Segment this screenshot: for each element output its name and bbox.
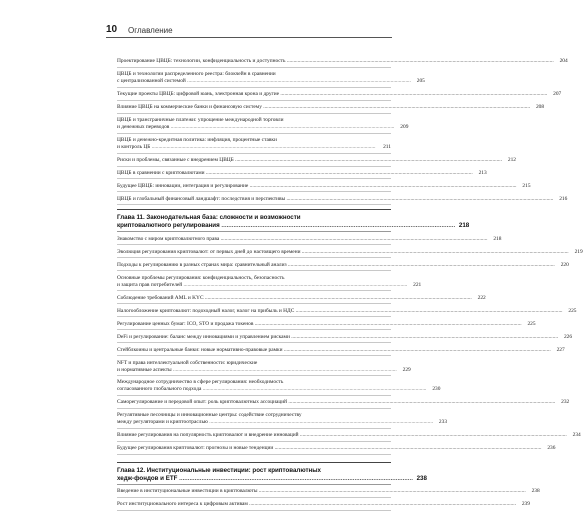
toc-entry-title: Рост институционального интереса к цифровым активам ..... — [117, 501, 516, 508]
toc-entry-page: 221 — [413, 281, 422, 288]
toc-entry-page: 232 — [561, 399, 570, 406]
toc-entry[interactable] — [117, 333, 573, 344]
toc-entry[interactable] — [117, 195, 568, 206]
toc-entry-page: 226 — [563, 333, 573, 340]
toc-entry-page: 230 — [432, 386, 441, 393]
toc-entry[interactable] — [117, 488, 540, 498]
toc-entry[interactable] — [117, 307, 577, 318]
toc-entry-page: 220 — [560, 261, 569, 268]
toc-entry-title: ЦВЦБ и трансграничные платежи: упрощение международной торговли и денежных переводов ...................................................................................................................................................................... — [117, 116, 395, 130]
toc-entry-page: 236 — [547, 445, 556, 452]
toc-entry-page: 212 — [507, 156, 516, 163]
toc-entry[interactable] — [117, 58, 568, 68]
toc-entry-title: ЦВЦБ в сравнении с криптовалютами ..... — [117, 170, 473, 177]
chapter-11-title-row[interactable] — [117, 214, 470, 232]
toc-entry-title: Текущие проекты ЦВЦБ: цифровой юань, электронная крона и другие ..... — [117, 91, 547, 98]
page-number: 10 — [106, 24, 118, 35]
chapter-12-title-row[interactable] — [117, 467, 427, 485]
toc-entry-page: 233 — [438, 419, 448, 426]
toc-entry-title: DeFi и регулирование: баланс между инновациями и управлением рисками ..... — [117, 334, 558, 341]
header-rule — [106, 37, 392, 38]
toc-entry-page: 229 — [402, 366, 411, 373]
toc-entry[interactable] — [117, 320, 536, 331]
toc-entry-page: 225 — [527, 320, 536, 327]
toc-entry-page: 205 — [416, 77, 425, 84]
toc-entry-page: 213 — [478, 169, 487, 176]
toc-entry-title: Стейблкоины и центральные банки: новые нормативно-правовые рамки ..... — [117, 347, 551, 354]
toc-entry-title: ЦВЦБ и технологии распределенного реестра: блокчейн в сравнении с централизованной системой ...................................................................................................................................................................... — [117, 70, 411, 84]
toc-entry[interactable] — [117, 294, 486, 305]
chapter-11-page: 218 — [458, 222, 470, 230]
toc-entry[interactable] — [117, 169, 487, 180]
toc-entry-page: 238 — [531, 488, 540, 495]
toc-entry[interactable] — [117, 501, 530, 511]
toc-entry[interactable] — [117, 235, 502, 246]
toc-entry-page: 211 — [383, 143, 391, 150]
toc-entry[interactable] — [117, 182, 531, 193]
toc-entry[interactable] — [117, 156, 516, 167]
toc-entry-title: Влияние регулирования на популярность криптовалют и внедрение инноваций ..... — [117, 432, 567, 439]
toc-entry-title: Основные проблемы регулирования: конфиденциальность, безопасность и защита прав потребителей ...................................................................................................................................................................... — [117, 274, 408, 288]
toc-entry-title: Регулирование ценных бумаг: ICO, STO и продажа токенов ..... — [117, 321, 522, 328]
toc-entry-page: 225 — [568, 307, 577, 314]
toc-entry[interactable] — [117, 346, 565, 357]
toc-entry-title: Будущее ЦВЦБ: инновации, интеграция и регулирование ..... — [117, 183, 517, 190]
toc-entry-title: Международное сотрудничество в сфере регулирования: необходимость согласованного глобального подхода ...................................................................................................................................................................... — [117, 379, 427, 393]
toc-entry-page: 216 — [559, 195, 568, 202]
toc-entry-title: Подходы к регулированию в разных странах мира: сравнительный анализ ..... — [117, 262, 555, 269]
chapter-12-entries — [117, 488, 540, 511]
toc-entry-title: Налогообложение криптовалют: подоходный налог, налог на прибыль и НДС ..... — [117, 308, 562, 315]
toc-entry[interactable] — [117, 379, 441, 396]
chapter-11 — [117, 209, 583, 455]
toc-entry[interactable] — [117, 359, 411, 377]
toc-entry-title: Соблюдение требований AML и KYC ..... — [117, 295, 472, 302]
chapter-12-title-line-1: Глава 12. Институциональные инвестиции: рост криптовалютных — [117, 467, 321, 475]
toc-entry-title: NFT и права интеллектуальной собственности: юридические и нормативные аспекты ...................................................................................................................................................................... — [117, 359, 397, 373]
chapter-11-title — [117, 214, 455, 229]
toc-entry-title: ЦВЦБ и денежно-кредитная политика: инфляция, процентные ставки и контроль ЦБ ...................................................................................................................................................................... — [117, 136, 376, 150]
toc-entry-page: 227 — [556, 346, 565, 353]
chapter-11-entries — [117, 235, 583, 455]
toc-entry[interactable] — [117, 432, 581, 442]
toc-entry-title: Риски и проблемы, связанные с внедрением ЦВЦБ ..... — [117, 157, 502, 164]
toc-entry[interactable] — [117, 90, 562, 101]
toc-section-cbdc — [117, 58, 568, 205]
toc-entry-title: Саморегулирование и передовой опыт: роль криптовалютных ассоциаций ..... — [117, 399, 555, 406]
toc-entry[interactable] — [117, 445, 556, 455]
toc-entry[interactable] — [117, 103, 545, 114]
toc-entry-page: 204 — [559, 58, 568, 64]
toc-entry[interactable] — [117, 399, 570, 409]
toc-entry[interactable] — [117, 261, 569, 272]
toc-entry-title: ЦВЦБ и глобальный финансовый ландшафт: последствия и перспективы ..... — [117, 196, 553, 203]
chapter-12-title — [117, 467, 413, 482]
toc-entry-page: 219 — [574, 248, 583, 255]
toc-entry-page: 239 — [521, 501, 530, 508]
chapter-11-title-line-2: криптовалютного регулирования ........................................................................................................................................ — [117, 222, 456, 230]
toc-entry-title: Регулятивные песочницы и инновационные центры: содействие сотрудничеству между регуляторами и криптоотраслью ...................................................................................................................................................................... — [117, 412, 434, 426]
chapter-12 — [117, 462, 540, 511]
toc-entry-title: Влияние ЦВЦБ на коммерческие банки и финансовую систему ..... — [117, 104, 530, 111]
toc-entry[interactable] — [117, 137, 391, 154]
chapter-12-page: 238 — [416, 474, 427, 482]
toc-entry-page: 207 — [553, 90, 562, 97]
toc-entry[interactable] — [117, 274, 422, 292]
toc-entry[interactable] — [117, 412, 448, 429]
chapter-11-title-line-1: Глава 11. Законодательная база: сложности и возможности — [117, 214, 301, 222]
chapter-12-title-line-2: хедж-фондов и ETF ........................................................................................................................................ — [117, 474, 413, 482]
toc-entry-title: Знакомство с миром криптовалютного права ..... — [117, 236, 487, 243]
page-header — [106, 23, 392, 35]
toc-entry-title: Введение в институциональные инвестиции в криптовалюты ..... — [117, 488, 526, 495]
table-of-contents — [117, 58, 583, 515]
toc-entry-page: 222 — [477, 294, 486, 301]
toc-entry-page: 215 — [522, 182, 531, 189]
toc-entry-page: 209 — [400, 123, 409, 130]
toc-entry-title: Эволюция регулирования криптовалют: от первых дней до настоящего времени ..... — [117, 249, 569, 256]
toc-entry[interactable] — [117, 70, 425, 88]
toc-entry-page: 218 — [493, 235, 502, 242]
toc-entry[interactable] — [117, 116, 409, 134]
running-head: Оглавление — [128, 26, 173, 35]
toc-entry-title: Будущее регулирования криптовалют: прогнозы и новые тенденции ..... — [117, 445, 541, 452]
toc-entry-page: 234 — [572, 432, 581, 439]
toc-entry-title: Проектирование ЦВЦБ: технологии, конфиденциальность и доступность ..... — [117, 58, 554, 65]
toc-entry-page: 208 — [535, 103, 545, 110]
toc-entry[interactable] — [117, 248, 583, 259]
